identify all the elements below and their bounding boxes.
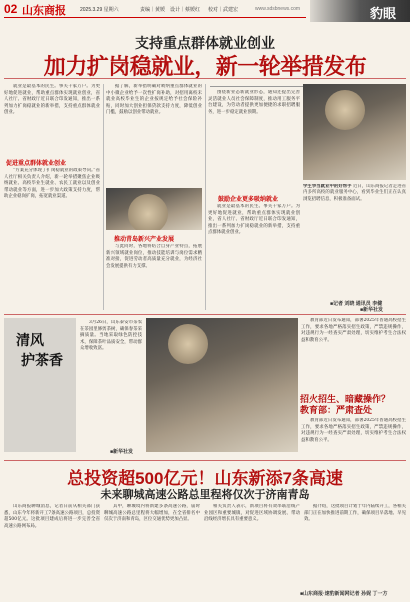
photo-credit: ■新华社发 bbox=[360, 307, 384, 313]
bottom-col1: 山东商报聊城消息，记者日前从相关部门获悉，山东今年将新开工7条高速公路项目，总投资超500亿元。这批项目建成后将进一步完善全省高速公路网布局。 bbox=[4, 504, 100, 529]
section-rule bbox=[4, 460, 406, 461]
bottom-col4: 据介绍，这批项目计划于年内陆续开工，各相关部门正在加快推进前期工作，确保项目早落地、早见效。 bbox=[304, 504, 406, 523]
story-photo bbox=[303, 84, 406, 180]
bottom-subheadline: 未来聊城高速公路总里程将仅次于济南青岛 bbox=[100, 489, 310, 501]
right-story-top: 教育部近日发布通知，部署2025年普通高校招生工作，要求各地严格落实招生政策，严禁违规操作，对违规行为一经查实严肃处理，切实维护考生合法权益和教育公平。 bbox=[301, 318, 406, 343]
lead-intro: 就业是最基本的民生。事关千家万户。为更好地促进就业，帮助重点群体实现就业创业，省人社厅、省财政厅近日联合印发通知，推出一系列加力扩岗稳就业的新举措，支持重点群体就业创业。 bbox=[4, 84, 100, 116]
brand-banner bbox=[310, 0, 410, 22]
photo-caption bbox=[303, 184, 406, 304]
bottom-col3: 相关负责人表示，新项目将有效串联沿线产业园区和重要城镇，对促进区域协调发展、带动沿线经济增长具有重要意义。 bbox=[204, 504, 300, 523]
proof-credit: 校对｜武建宏 bbox=[208, 7, 239, 13]
subhead-industry: 推动青岛新兴产业发展 bbox=[114, 237, 175, 243]
page-header bbox=[0, 0, 410, 20]
caption-text: 近日，山东商报记者走进省内多所高校的就业服务中心，看到毕业生们正在认真浏览招聘信息，积极准备面试。 bbox=[303, 184, 406, 202]
section-rule bbox=[4, 314, 406, 315]
qingfeng-text: 3月26日，山东泰安市茶农在茶园里修剪茶树，确保春茶采摘质量。当地采取绿色防控技术，保障茶叶品质安全，带动群众增收致富。 bbox=[80, 320, 142, 352]
brand-name: 豹眼 bbox=[369, 6, 396, 21]
lead-col3: 与此同时，各地将结合自身产业特点，拓展新兴领域就业岗位，推动技能培训与岗位需求精准对接，促进劳动者高质量充分就业，为经济社会发展提供有力支撑。 bbox=[106, 244, 202, 269]
site-url: www.sdsbnews.com bbox=[255, 6, 301, 12]
lead-kicker: 支持重点群体就业创业 bbox=[135, 35, 275, 51]
lead-photo bbox=[106, 188, 202, 230]
lead-col4: 围绕新业态新就业形态，通知还提出完善灵活就业人员社会保障制度，推动用工服务平台建设，为劳动者提供更加便捷的求职招聘服务，进一步稳定就业预期。 bbox=[208, 90, 300, 115]
col-rule bbox=[210, 86, 304, 87]
lead-headline: 加力扩岗稳就业，新一轮举措发布 bbox=[43, 54, 367, 79]
bottom-col2: 其中，聊城境内将新建多条高速公路，届时聊城高速公路总里程将大幅增加，在全省排名中仅次于济南和青岛，区位交通优势更加凸显。 bbox=[104, 504, 200, 523]
right-story-headline bbox=[300, 394, 404, 416]
lead-credit: ■记者 刘晓 通讯员 李健 bbox=[330, 301, 383, 307]
bottom-credit: ■山东商报·速豹新闻网记者 孙妮 丁一方 bbox=[300, 591, 388, 597]
qingfeng-title-2: 护茶香 bbox=[21, 354, 63, 369]
caption-tag: 学生争当就业中的好帮手 bbox=[303, 184, 352, 189]
editor-credit: 责编｜黄媛 bbox=[140, 7, 166, 13]
qingfeng-credit: ■新华社发 bbox=[110, 449, 134, 455]
col-divider bbox=[103, 84, 104, 310]
lead-col2: 据了解，新举措明确对吸纳重点群体就业的中小微企业给予一次性扩岗补助，对招用离校未就业高校毕业生的企业按规定给予社会保险补贴，同时加大创业担保贷款支持力度，降低创业门槛，鼓励以创业带动就业。 bbox=[106, 84, 202, 116]
right-head-2: 教育部：严肃查处 bbox=[300, 405, 373, 415]
paper-name: 山东商报 bbox=[22, 5, 66, 17]
tea-photo bbox=[146, 318, 298, 452]
qingfeng-title-1: 清风 bbox=[16, 334, 44, 349]
design-credit: 设计｜蔡媛红 bbox=[170, 7, 201, 13]
qingfeng-box bbox=[4, 318, 76, 452]
right-story-body: 教育部近日发布通知，部署2025年普通高校招生工作，要求各地严格落实招生政策，严禁违规操作，对违规行为一经查实严肃处理，切实维护考生合法权益和教育公平。 bbox=[301, 418, 406, 443]
lead-col1: “方案充分体现了扩岗稳就业的政策导向。”省人社厅相关负责人介绍，新一轮举措聚焦企业吸纳就业、高校毕业生就业、农民工就业以及创业带动就业等方面，进一步加大政策支持力度，帮助企业稳岗扩岗，拓宽就业渠道。 bbox=[4, 168, 100, 200]
right-head-1: 招火招生、暗藏操作？ bbox=[300, 394, 391, 404]
subhead-employers: 鼓励企业更多吸纳就业 bbox=[218, 197, 279, 203]
headline-rule bbox=[4, 78, 406, 79]
subhead-groups: 促进重点群体就业创业 bbox=[6, 161, 67, 167]
issue-date: 2025.3.29 星期六 bbox=[80, 7, 119, 13]
col-divider bbox=[205, 84, 206, 310]
bottom-headline: 总投资超500亿元！山东新添7条高速 bbox=[67, 469, 343, 488]
lead-col5: 就业是最基本的民生。事关千家万户。为更好地促进就业，帮助重点群体实现就业创业，省人社厅、省财政厅近日联合印发通知，推出一系列加力扩岗稳就业的新举措，支持重点群体就业创业。 bbox=[208, 204, 300, 236]
header-rule bbox=[4, 17, 306, 18]
page-number: 02 bbox=[4, 2, 18, 16]
